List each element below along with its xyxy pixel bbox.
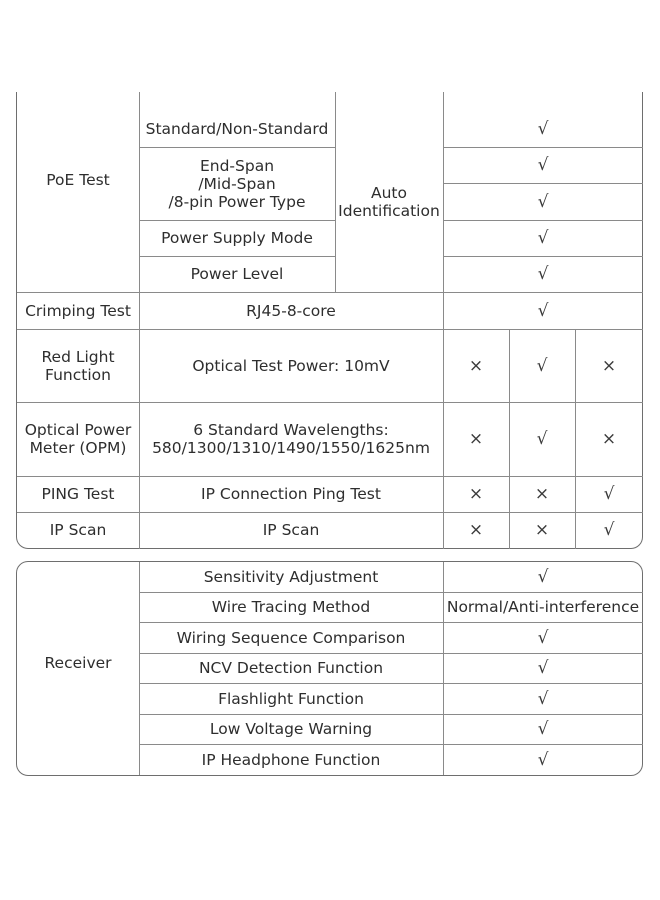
red-light-function-label: Red Light Function (41, 347, 115, 384)
check-icon: √ (537, 658, 549, 678)
ping-test-label: PING Test (41, 485, 115, 503)
receiver-feature-sensitivity: Sensitivity Adjustment (203, 568, 379, 586)
check-icon: √ (537, 300, 549, 321)
ping-test-feature: IP Connection Ping Test (201, 485, 381, 503)
receiver-feature-ncv: NCV Detection Function (198, 659, 384, 677)
optical-power-meter-feature: 6 Standard Wavelengths: 580/1300/1310/1490/1550/1625nm (152, 421, 430, 457)
cross-icon: × (601, 429, 617, 449)
check-icon: √ (536, 355, 548, 376)
poe-method-auto-identification: Auto Identification (338, 183, 440, 220)
ip-scan-feature: IP Scan (262, 521, 320, 539)
poe-test-label: PoE Test (46, 170, 110, 189)
ip-scan-label: IP Scan (49, 521, 107, 539)
feature-table-main (16, 92, 643, 549)
check-icon: √ (537, 191, 549, 212)
wire-tracing-method-value: Normal/Anti-interference (446, 598, 640, 616)
cross-icon: × (601, 355, 617, 376)
check-icon: √ (537, 264, 549, 284)
receiver-label: Receiver (44, 654, 112, 672)
check-icon: √ (536, 429, 548, 449)
check-icon: √ (537, 627, 549, 648)
cross-icon: × (534, 484, 550, 504)
cross-icon: × (468, 355, 484, 376)
cross-icon: × (468, 429, 484, 449)
crimping-test-label: Crimping Test (25, 301, 131, 320)
receiver-feature-table (16, 561, 643, 776)
poe-feature-span-type: End-Span /Mid-Span /8-pin Power Type (168, 156, 306, 211)
check-icon: √ (603, 520, 615, 540)
poe-feature-power-level: Power Level (190, 265, 284, 283)
check-icon: √ (537, 567, 549, 587)
check-icon: √ (537, 228, 549, 248)
receiver-feature-low-voltage: Low Voltage Warning (209, 720, 373, 738)
red-light-function-feature: Optical Test Power: 10mV (192, 356, 390, 375)
check-icon: √ (537, 155, 549, 175)
receiver-feature-wiring-sequence: Wiring Sequence Comparison (176, 628, 406, 647)
check-icon: √ (537, 118, 549, 139)
check-icon: √ (537, 719, 549, 739)
receiver-feature-wire-tracing: Wire Tracing Method (211, 598, 371, 616)
check-icon: √ (603, 484, 615, 504)
cross-icon: × (468, 484, 484, 504)
receiver-feature-flashlight: Flashlight Function (218, 689, 364, 708)
check-icon: √ (537, 688, 549, 709)
check-icon: √ (537, 749, 549, 770)
cross-icon: × (534, 520, 550, 540)
poe-feature-standard: Standard/Non-Standard (145, 119, 329, 138)
cross-icon: × (468, 520, 484, 540)
crimping-test-feature: RJ45-8-core (246, 301, 336, 320)
poe-feature-power-supply-mode: Power Supply Mode (161, 229, 313, 247)
optical-power-meter-label: Optical Power Meter (OPM) (24, 421, 132, 457)
receiver-feature-ip-headphone: IP Headphone Function (201, 750, 381, 769)
